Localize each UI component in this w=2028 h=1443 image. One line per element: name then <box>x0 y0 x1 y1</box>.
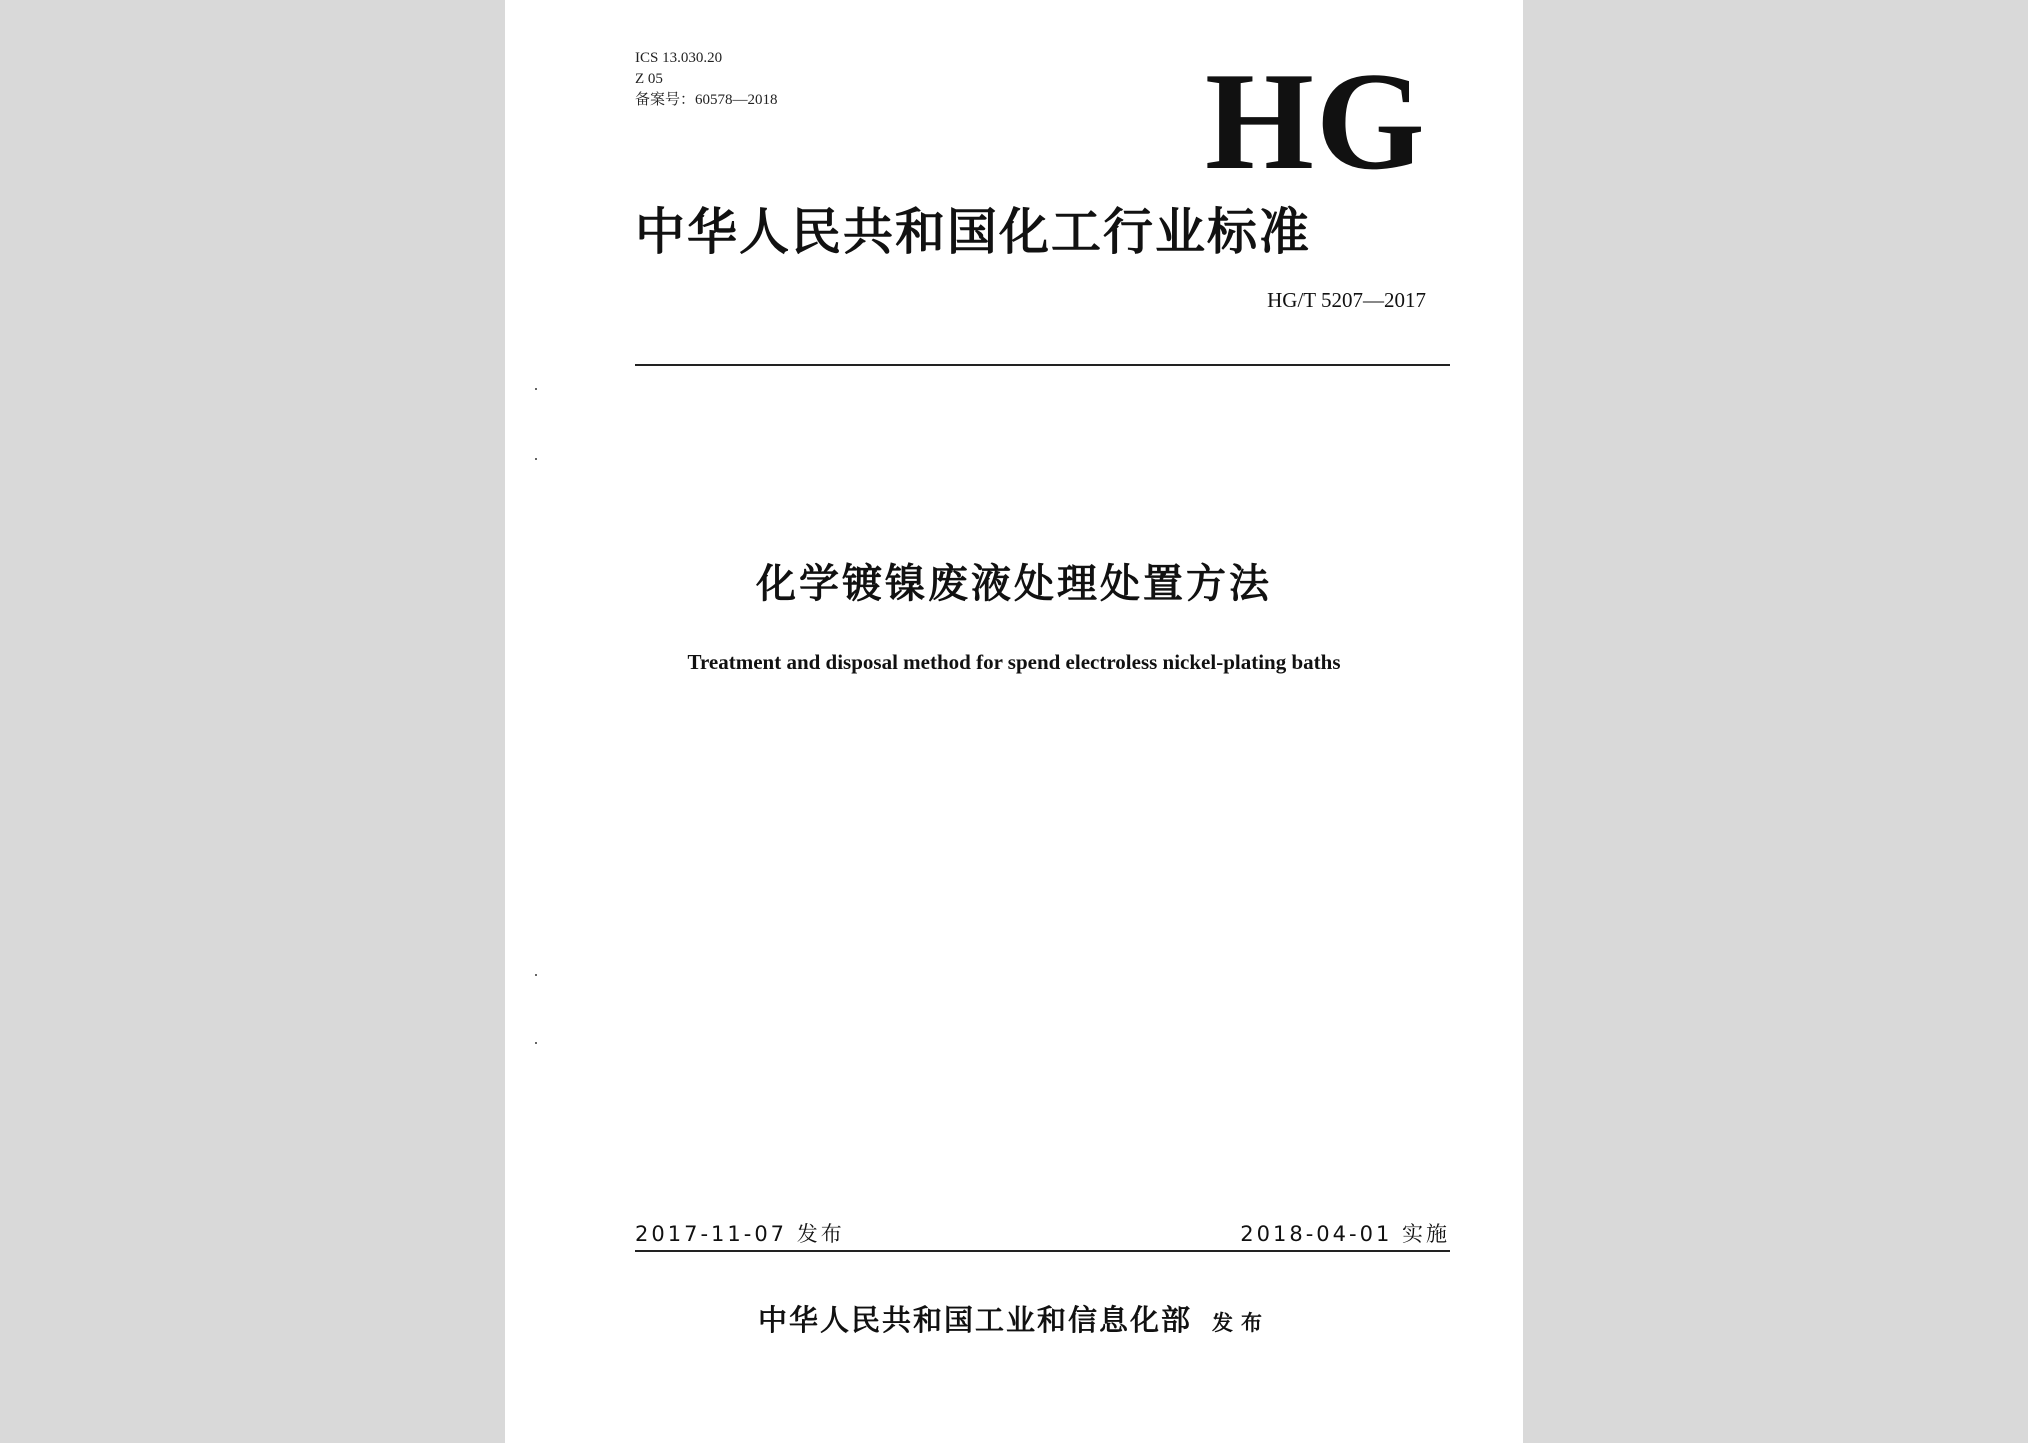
margin-mark <box>535 388 537 390</box>
standard-category-title: 中华人民共和国化工行业标准 <box>635 203 1311 261</box>
standard-number: HG/T 5207—2017 <box>1267 288 1426 312</box>
ccs-code: Z 05 <box>635 71 663 87</box>
margin-mark <box>535 974 537 976</box>
document-page <box>505 0 1523 1443</box>
implementation-date: 2018-04-01 实施 <box>1240 1222 1450 1246</box>
margin-mark <box>535 458 537 460</box>
publisher-line <box>505 1298 1523 1339</box>
publish-label: 发布 <box>1212 1311 1270 1335</box>
issue-date: 2017-11-07 发布 <box>635 1222 845 1246</box>
document-title-english: Treatment and disposal method for spend electroless nickel-plating baths <box>687 650 1341 674</box>
margin-mark <box>535 1042 537 1044</box>
hg-logo: HG <box>1205 44 1427 199</box>
publisher-organization: 中华人民共和国工业和信息化部 <box>757 1303 1192 1337</box>
bottom-divider <box>635 1250 1450 1252</box>
top-divider <box>635 364 1450 366</box>
filing-number: 备案号：60578—2018 <box>635 92 778 108</box>
ics-code: ICS 13.030.20 <box>635 50 723 66</box>
classification-block <box>635 48 778 111</box>
document-title-chinese: 化学镀镍废液处理处置方法 <box>756 561 1272 607</box>
